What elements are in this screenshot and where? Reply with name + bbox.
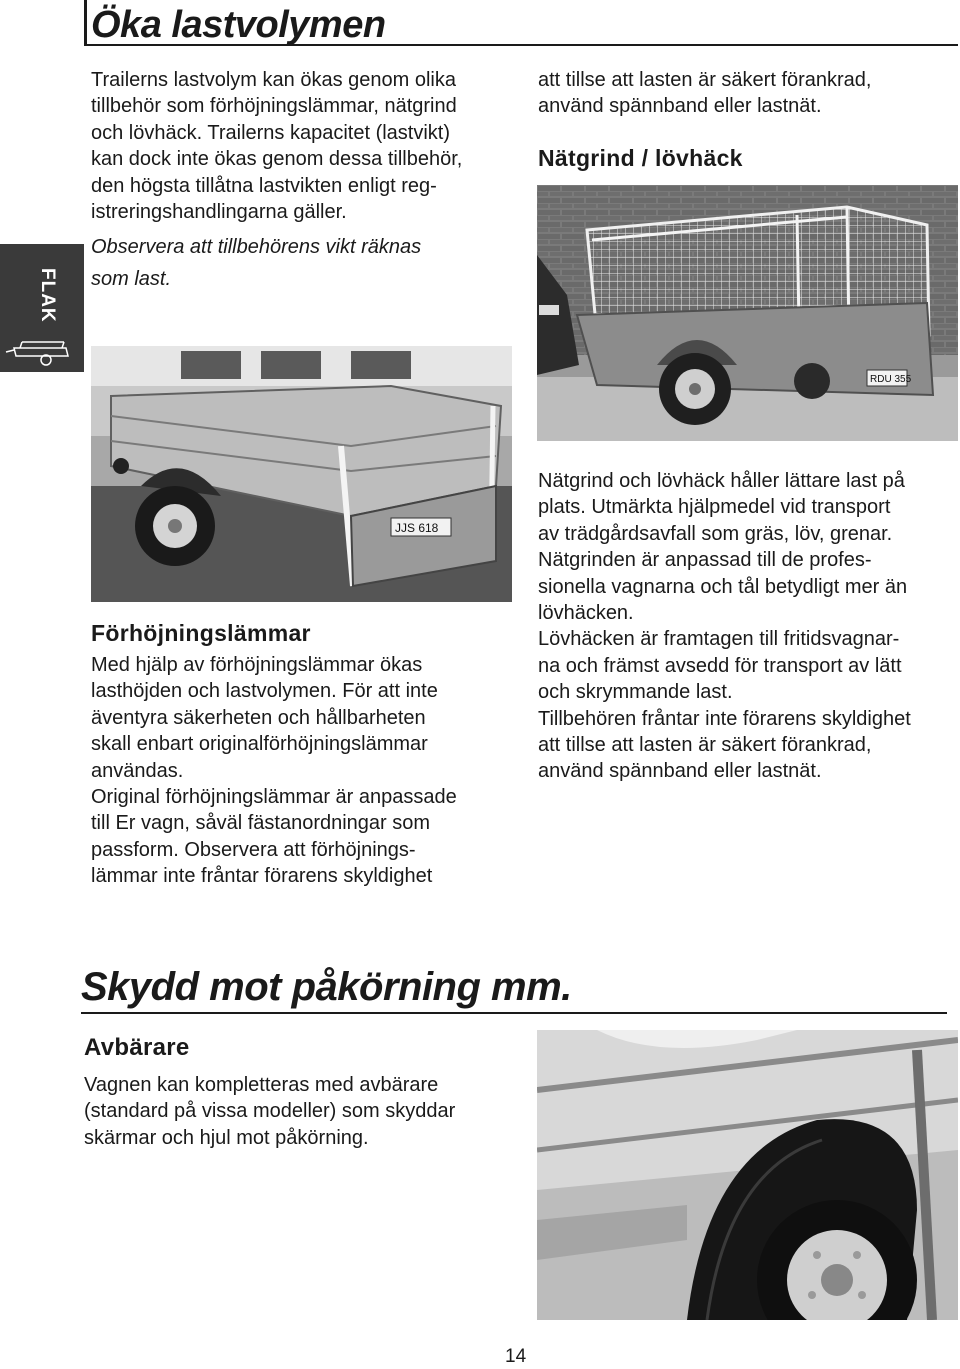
heading-forhojningslammar: Förhöjningslämmar — [91, 620, 311, 646]
section2-rule — [81, 1012, 947, 1014]
natgrind-line: plats. Utmärkta hjälpmedel vid transport — [538, 496, 891, 519]
forhojning-paragraph — [91, 652, 511, 890]
right-top-line: att tillse att lasten är säkert förankrad, — [538, 69, 872, 91]
forhojning-line: Original förhöjningslämmar är anpassade — [91, 786, 457, 809]
forhojning-line: passform. Observera att förhöjnings- — [91, 838, 416, 861]
avbarare-line: skärmar och hjul mot påkörning. — [84, 1126, 369, 1149]
header-left-bar — [84, 0, 87, 46]
intro-paragraph — [91, 67, 511, 225]
note-line: som last. — [91, 268, 172, 290]
photo-fender-guard — [537, 1030, 958, 1320]
natgrind-line: Nätgrind och lövhäck håller lättare last på — [538, 470, 905, 492]
natgrind-line: na och främst avsedd för transport av lätt — [538, 654, 902, 677]
natgrind-line: att tillse att lasten är säkert förankrad, — [538, 734, 872, 757]
heading-natgrind: Nätgrind / lövhäck — [538, 145, 743, 171]
note-line: Observera att tillbehörens vikt räknas — [91, 236, 422, 258]
heading-avbarare: Avbärare — [84, 1034, 190, 1061]
intro-line: och lövhäck. Trailerns kapacitet (lastvikt) — [91, 121, 451, 144]
natgrind-line: Lövhäcken är framtagen till fritidsvagnar- — [538, 628, 900, 651]
weight-note — [91, 231, 511, 295]
avbarare-line: Vagnen kan kompletteras med avbärare — [84, 1074, 439, 1096]
forhojning-line: äventyra säkerheten och hållbarheten — [91, 706, 426, 729]
natgrind-line: och skrymmande last. — [538, 681, 733, 704]
section-title-oka-lastvolymen: Öka lastvolymen — [91, 4, 386, 46]
natgrind-line: lövhäcken. — [538, 602, 634, 625]
intro-line: den högsta tillåtna lastvikten enligt reg- — [91, 174, 437, 197]
avbarare-line: (standard på vissa modeller) som skyddar — [84, 1100, 456, 1123]
intro-line: tillbehör som förhöjningslämmar, nätgrind — [91, 95, 457, 118]
natgrind-line: Tillbehören fråntar inte förarens skyldighet — [538, 707, 911, 730]
page-number: 14 — [505, 1346, 527, 1367]
forhojning-line: lämmar inte fråntar förarens skyldighet — [91, 865, 433, 888]
avbarare-paragraph — [84, 1072, 514, 1151]
forhojning-line: lasthöjden och lastvolymen. För att inte — [91, 680, 438, 703]
photo-trailer-mesh-cage — [537, 185, 958, 441]
right-top-paragraph — [538, 67, 958, 120]
intro-line: Trailerns lastvolym kan ökas genom olika — [91, 69, 456, 91]
plate-left: JJS 618 — [395, 521, 439, 535]
natgrind-line: Nätgrinden är anpassad till de profes- — [538, 549, 872, 572]
plate-right: RDU 355 — [870, 374, 912, 385]
forhojning-line: skall enbart originalförhöjningslämmar — [91, 733, 428, 756]
photo-trailer-extension-boards — [91, 346, 512, 602]
intro-line: istreringshandlingarna gäller. — [91, 201, 347, 224]
natgrind-line: av trädgårdsavfall som gräs, löv, grenar. — [538, 522, 893, 545]
forhojning-line: användas. — [91, 759, 184, 782]
natgrind-line: använd spännband eller lastnät. — [538, 760, 822, 783]
forhojning-line: till Er vagn, såväl fästanordningar som — [91, 812, 431, 835]
forhojning-line: Med hjälp av förhöjningslämmar ökas — [91, 654, 423, 676]
section-title-skydd: Skydd mot påkörning mm. — [81, 965, 572, 1009]
right-top-line: använd spännband eller lastnät. — [538, 95, 822, 118]
intro-line: kan dock inte ökas genom dessa tillbehör, — [91, 148, 463, 171]
natgrind-line: sionella vagnarna och tål betydligt mer än — [538, 575, 908, 598]
side-tab-label: FLAK — [37, 268, 58, 323]
natgrind-paragraph — [538, 468, 958, 785]
